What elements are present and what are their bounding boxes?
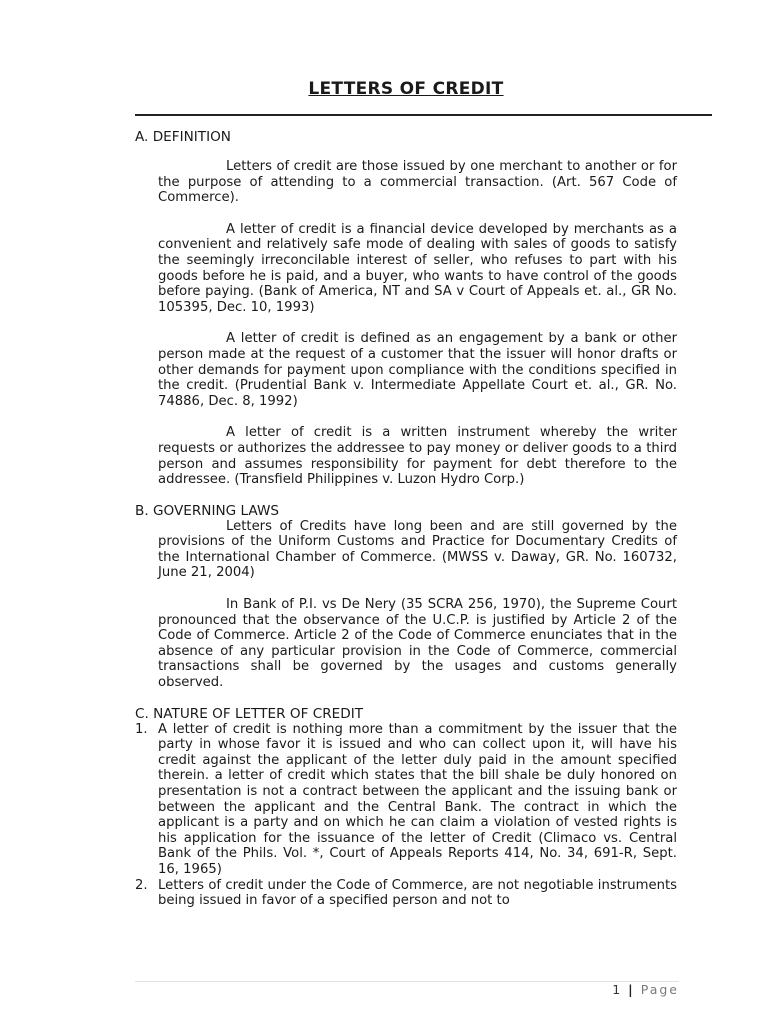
list-item-number: 2. <box>135 877 148 893</box>
list-item-text: A letter of credit is nothing more than a commitment by the issuer that the party in whose favor it is issued and who can collect upon it, will have his credit against the applicant of the letter duly paid in the amount specified therein. a letter of credit which states that the bill shale be duly honored on presentation is not a contract between the applicant and the issuing bank or between the applicant and the Central Bank. The contract in which the applicant is a party and on which he can claim a violation of vested rights is his application for the issuance of the letter of Credit (Climaco vs. Central Bank of the Phils. Vol. *, Court of Appeals Reports 414, No. 34, 691-R, Sept. 16, 1965) <box>158 721 677 877</box>
governing-laws-paragraph: In Bank of P.I. vs De Nery (35 SCRA 256, 1970), the Supreme Court pronounced that the observance of the U.C.P. is justified by Article 2 of the Code of Commerce. Article 2 of the Code of Commerce enunciates that in the absence of any particular provision in the Code of Commerce, commercial transactions shall be governed by the usages and customs generally observed. <box>158 597 677 691</box>
document-body <box>135 129 677 909</box>
page-label: Page <box>640 982 679 997</box>
definition-paragraph: A letter of credit is a written instrument whereby the writer requests or authorizes the addressee to pay money or deliver goods to a third person and assumes responsibility for payment for debt therefore to the addressee. (Transfield Philippines v. Luzon Hydro Corp.) <box>158 425 677 488</box>
list-item-text: Letters of credit under the Code of Commerce, are not negotiable instruments being issued in favor of a specified person and not to <box>158 877 677 909</box>
list-item-number: 1. <box>135 721 148 737</box>
section-b-heading: B. GOVERNING LAWS <box>135 502 280 519</box>
definition-paragraph: Letters of credit are those issued by one merchant to another or for the purpose of attending to a commercial transaction. (Art. 567 Code of Commerce). <box>158 159 677 206</box>
definition-paragraph: A letter of credit is defined as an engagement by a bank or other person made at the request of a customer that the issuer will honor drafts or other demands for payment upon compliance with the conditions specified in the credit. (Prudential Bank v. Intermediate Appellate Court et. al., GR. No. 74886, Dec. 8, 1992) <box>158 331 677 409</box>
section-a-heading: A. DEFINITION <box>135 129 231 145</box>
list-item <box>135 722 677 878</box>
page-number: 1 <box>612 982 623 997</box>
list-item <box>135 878 677 909</box>
section-c-heading: C. NATURE OF LETTER OF CREDIT <box>135 705 364 722</box>
nature-list <box>135 722 677 909</box>
page-footer <box>560 982 679 997</box>
title-rule <box>135 114 712 116</box>
document-title: LETTERS OF CREDIT <box>308 79 504 99</box>
footer-separator: | <box>628 982 635 997</box>
definition-paragraph: A letter of credit is a financial device developed by merchants as a convenient and relatively safe mode of dealing with sales of goods to satisfy the seemingly irreconcilable interest of seller, who refuses to part with his goods before he is paid, and a buyer, who wants to have control of the goods before paying. (Bank of America, NT and SA v Court of Appeals et. al., GR No. 105395, Dec. 10, 1993) <box>158 221 677 315</box>
governing-laws-paragraph: Letters of Credits have long been and are still governed by the provisions of the Uniform Customs and Practice for Documentary Credits of the International Chamber of Commerce. (MWSS v. Daway, GR. No. 160732, June 21, 2004) <box>158 518 677 581</box>
